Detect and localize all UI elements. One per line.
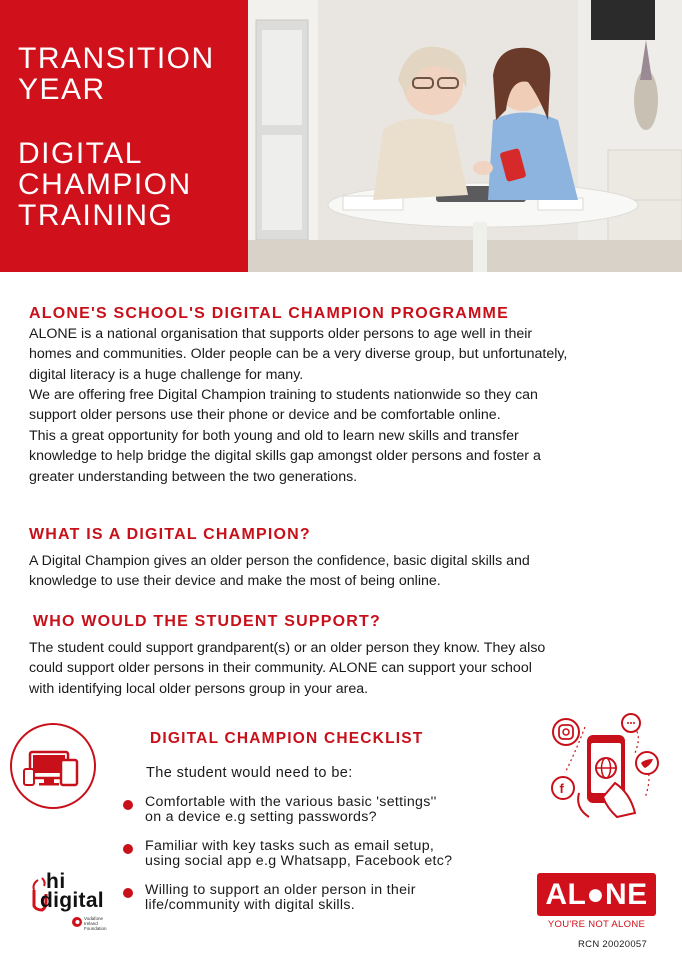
alone-logo-word: AL●NE — [545, 878, 648, 911]
paragraph-line: support older persons use their phone or device and be comfortable online. — [29, 407, 501, 424]
paragraph-line: digital literacy is a huge challenge for many. — [29, 366, 304, 383]
hero-title-line: TRAINING — [18, 199, 174, 232]
paragraph-line: knowledge to help bridge the digital skills gap amongst older persons and foster a — [29, 448, 541, 465]
paragraph-line: ALONE is a national organisation that supports older persons to age well in their — [29, 326, 533, 342]
who-paragraph — [29, 638, 653, 699]
checklist-item-line: using social app e.g Whatsapp, Facebook etc? — [145, 853, 453, 869]
checklist-heading: DIGITAL CHAMPION CHECKLIST — [150, 730, 424, 747]
alone-tagline: YOU'RE NOT ALONE — [547, 919, 646, 930]
alone-logo — [537, 873, 656, 916]
paragraph-line: with identifying local older persons group in your area. — [29, 680, 369, 697]
hero-title-line: YEAR — [18, 73, 106, 106]
what-is-heading: WHAT IS A DIGITAL CHAMPION? — [29, 526, 311, 543]
hi-digital-word: digital — [40, 889, 104, 912]
devices-icon-graphic — [12, 725, 94, 807]
hi-digital-logo — [28, 868, 128, 938]
paragraph-line: The student could support grandparent(s) or an older person they know. They also — [29, 640, 546, 656]
foundation-line: Ireland — [84, 921, 98, 926]
what-is-paragraph — [29, 551, 653, 592]
hi-digital-hi: hi — [46, 870, 66, 893]
programme-paragraph-2 — [29, 385, 653, 426]
paragraph-line: We are offering free Digital Champion training to students nationwide so they can — [29, 387, 538, 403]
programme-paragraph-1 — [29, 324, 653, 385]
checklist-intro: The student would need to be: — [146, 765, 353, 781]
devices-icon — [10, 723, 96, 809]
checklist-item-line: Familiar with key tasks such as email setup, — [145, 838, 435, 854]
hero-photo-illustration — [248, 0, 682, 272]
bullet-icon — [123, 800, 133, 810]
checklist-item-line: Comfortable with the various basic 'settings'' — [145, 794, 437, 810]
vodafone-foundation-text — [84, 916, 124, 931]
foundation-line: Vodafone — [84, 916, 104, 921]
hero-title-line: CHAMPION — [18, 168, 192, 201]
foundation-line: Foundation — [84, 926, 107, 931]
charity-number: RCN 20020057 — [578, 939, 648, 950]
checklist-item-line: on a device e.g setting passwords? — [145, 809, 377, 825]
paragraph-line: greater understanding between the two generations. — [29, 468, 358, 485]
checklist-item-line: life/community with digital skills. — [145, 897, 355, 913]
hero-title-line: TRANSITION — [18, 42, 215, 75]
checklist-item-line: Willing to support an older person in their — [145, 882, 416, 898]
paragraph-line: could support older persons in their community. ALONE can support your school — [29, 660, 532, 677]
paragraph-line: This a great opportunity for both young and old to learn new skills and transfer — [29, 428, 519, 444]
hero-photo — [248, 0, 682, 272]
bullet-icon — [123, 844, 133, 854]
programme-paragraph-3 — [29, 426, 653, 487]
vodafone-icon — [72, 917, 82, 927]
social-media-phone-graphic — [545, 713, 670, 823]
paragraph-line: homes and communities. Older people can be a very diverse group, but unfortunately, — [29, 346, 568, 363]
hero-title-line: DIGITAL — [18, 137, 143, 170]
paragraph-line: A Digital Champion gives an older person the confidence, basic digital skills and — [29, 553, 530, 569]
who-heading: WHO WOULD THE STUDENT SUPPORT? — [33, 613, 381, 630]
social-media-phone-icon — [545, 713, 670, 823]
paragraph-line: knowledge to use their device and make the most of being online. — [29, 573, 441, 590]
svg-text:f: f — [559, 781, 564, 796]
programme-heading: ALONE'S SCHOOL'S DIGITAL CHAMPION PROGRAMME — [29, 305, 509, 322]
